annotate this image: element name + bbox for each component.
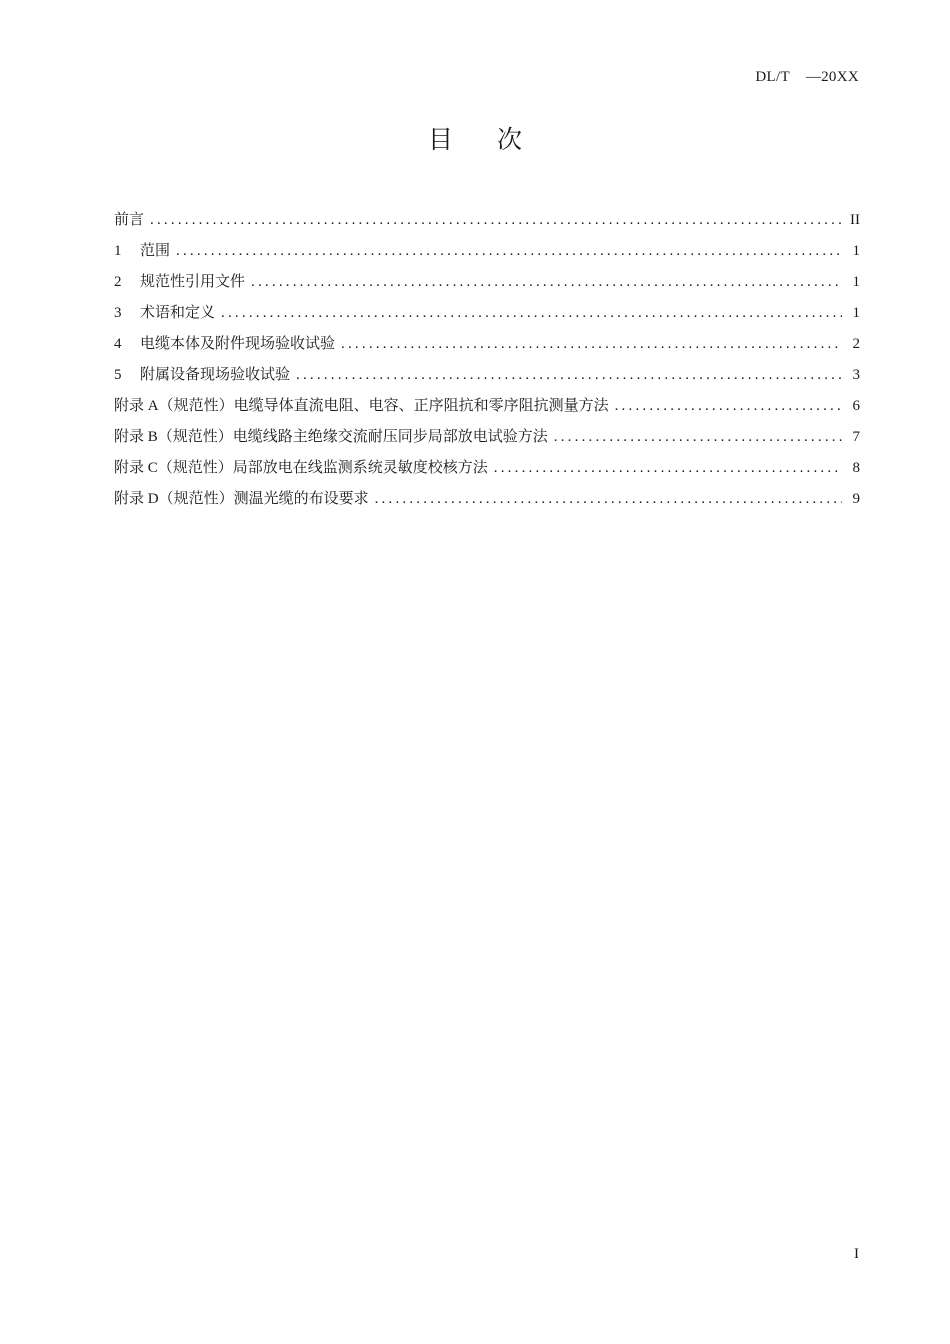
toc-leader-dots	[150, 212, 842, 229]
toc-entry-label: 术语和定义	[140, 305, 216, 321]
toc-entry-appendix-c[interactable]	[114, 456, 860, 487]
toc-entry-label: 规范性引用文件	[140, 274, 246, 290]
toc-entry-number: 3	[114, 305, 122, 321]
toc-leader-dots	[341, 336, 842, 353]
toc-entry-2[interactable]	[114, 270, 860, 301]
table-of-contents	[114, 208, 860, 518]
toc-leader-dots	[615, 398, 842, 415]
toc-entry-foreword[interactable]	[114, 208, 860, 239]
toc-entry-5[interactable]	[114, 363, 860, 394]
toc-entry-label: 范围	[140, 243, 171, 259]
toc-entry-label: 附录 C（规范性）局部放电在线监测系统灵敏度校核方法	[114, 460, 488, 476]
toc-entry-page: 2	[852, 336, 860, 352]
toc-leader-dots	[251, 274, 842, 291]
toc-entry-number: 4	[114, 336, 122, 352]
toc-leader-dots	[296, 367, 842, 384]
toc-entry-1[interactable]	[114, 239, 860, 270]
toc-entry-label: 附录 D（规范性）测温光缆的布设要求	[114, 491, 369, 507]
toc-entry-number: 1	[114, 243, 122, 259]
toc-leader-dots	[554, 429, 842, 446]
document-code: DL/T —20XX	[755, 69, 859, 85]
toc-entry-appendix-d[interactable]	[114, 487, 860, 518]
toc-entry-3[interactable]	[114, 301, 860, 332]
toc-leader-dots	[494, 460, 842, 477]
toc-entry-4[interactable]	[114, 332, 860, 363]
toc-entry-page: 8	[852, 460, 860, 476]
toc-entry-label: 附属设备现场验收试验	[140, 367, 291, 383]
page-number: I	[854, 1246, 859, 1262]
toc-entry-label: 电缆本体及附件现场验收试验	[140, 336, 336, 352]
toc-entry-page: 9	[852, 491, 860, 507]
toc-entry-page: 1	[852, 305, 860, 321]
toc-entry-number: 5	[114, 367, 122, 383]
toc-entry-appendix-a[interactable]	[114, 394, 860, 425]
toc-entry-label: 附录 B（规范性）电缆线路主绝缘交流耐压同步局部放电试验方法	[114, 429, 548, 445]
toc-entry-page: II	[850, 212, 860, 228]
toc-entry-label: 前言	[114, 212, 145, 228]
toc-title-char-1: 目	[427, 125, 453, 154]
toc-entry-page: 1	[852, 243, 860, 259]
toc-entry-page: 1	[852, 274, 860, 290]
toc-leader-dots	[176, 243, 842, 260]
toc-entry-number: 2	[114, 274, 122, 290]
toc-title-char-2: 次	[497, 125, 523, 154]
toc-leader-dots	[375, 491, 842, 508]
toc-entry-page: 6	[852, 398, 860, 414]
toc-entry-appendix-b[interactable]	[114, 425, 860, 456]
toc-entry-page: 3	[852, 367, 860, 383]
toc-entry-label: 附录 A（规范性）电缆导体直流电阻、电容、正序阻抗和零序阻抗测量方法	[114, 398, 609, 414]
toc-title	[0, 120, 950, 156]
toc-leader-dots	[221, 305, 842, 322]
toc-entry-page: 7	[852, 429, 860, 445]
